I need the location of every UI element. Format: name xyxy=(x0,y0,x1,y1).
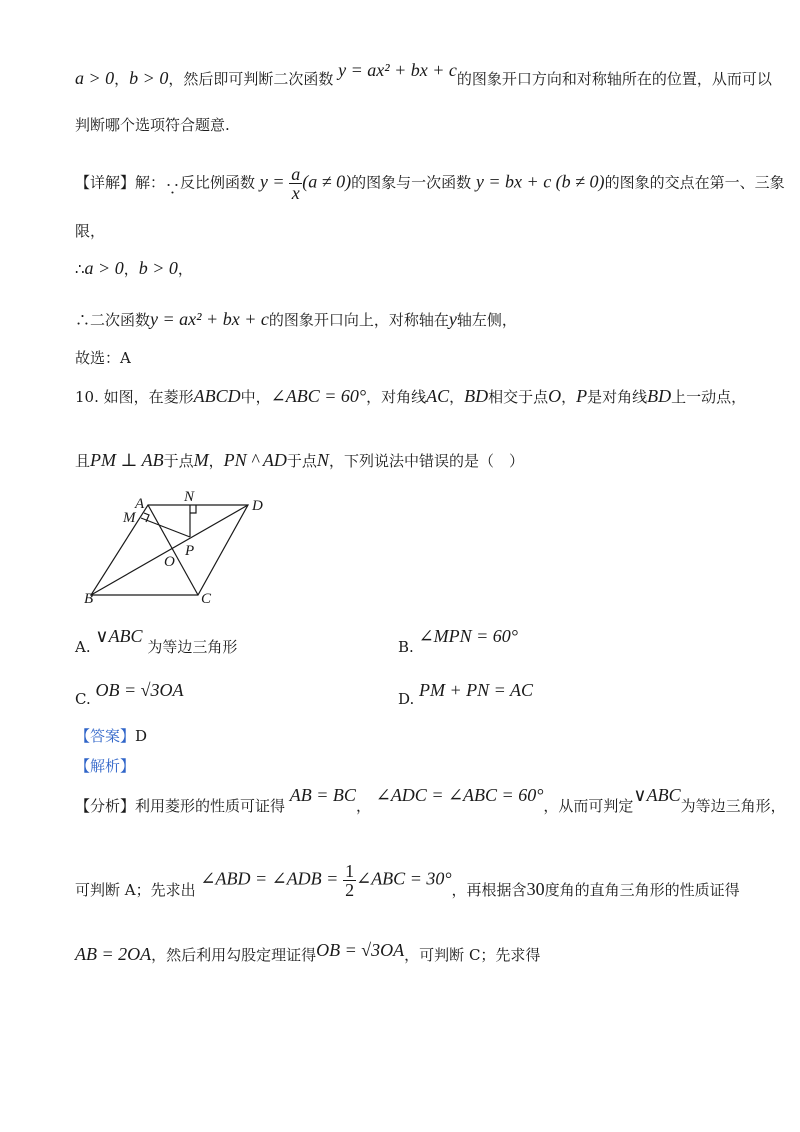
analysis-line-3: AB = 2OA，然后利用勾股定理证得OB = √3OA，可判断 C；先求得 xyxy=(75,940,541,964)
label-a: A xyxy=(135,496,145,512)
math-b-positive: b > 0 xyxy=(129,68,169,88)
analysis-tag: 【解析】 xyxy=(75,757,136,775)
option-d[interactable]: D. PM + PN = AC xyxy=(398,680,534,708)
analysis-line-2: 可判断 A；先求出 ∠ABD = ∠ADB = $\frac{1}{2}$ ∠ABC = 30°，再根据含30度角的直角三角形的性质证得 xyxy=(75,861,740,900)
label-p: P xyxy=(185,543,195,559)
solution-line-1: a > 0，b > 0，然后即可判断二次函数 y = ax² + bx + c的图象开口方向和对称轴所在的位置，从而可以 xyxy=(75,60,772,88)
math-linear-function: y = bx + c (b ≠ 0) xyxy=(475,171,605,192)
therefore-symbol: ∴ xyxy=(75,311,91,329)
label-o: O xyxy=(164,554,175,570)
detail-tag: 【详解】解： xyxy=(75,173,166,192)
segment-pm xyxy=(141,518,190,537)
therefore-line-1: ∴a > 0，b > 0， xyxy=(75,258,193,278)
analysis-line-1: 【分析】利用菱形的性质可证得 AB = BC， ∠ADC = ∠ABC = 60°，从而可判定∨ABC为等边三角形， xyxy=(75,785,786,815)
question-number: 10. 如图，在菱形 xyxy=(75,388,194,406)
math-a-positive: a > 0 xyxy=(75,68,115,88)
solution-line-2: 判断哪个选项符合题意. xyxy=(75,116,230,134)
label-d: D xyxy=(252,498,263,514)
math-quadratic: y = ax² + bx + c xyxy=(338,60,457,80)
detail-line-2: 限， xyxy=(75,222,106,240)
analysis-heading xyxy=(75,756,135,776)
option-a[interactable]: A. ∨ABC 为等边三角形 xyxy=(75,626,238,656)
answer-value: D xyxy=(135,727,148,745)
answer-tag: 【答案】 xyxy=(75,727,136,745)
label-b: B xyxy=(84,591,94,607)
label-n: N xyxy=(184,489,195,505)
therefore-symbol: ∴ xyxy=(75,260,85,278)
question-10-line-2: 且PM ⊥ AB于点M，PN ^ AD于点N，下列说法中错误的是（ ） xyxy=(75,450,524,470)
detail-line: 【详解】解：∵反比例函数 y = $\frac{a}{x}$ (a ≠ 0)的图象与一次函数 y = bx + c (b ≠ 0)的图象的交点在第一、三象 xyxy=(75,164,785,203)
label-c: C xyxy=(201,591,212,607)
question-10-line-1: 10. 如图，在菱形ABCD中，∠ABC = 60°，对角线AC，BD相交于点O，P是对角线BD上一动点， xyxy=(75,386,747,406)
label-m: M xyxy=(123,510,136,526)
because-symbol: ∵ xyxy=(165,179,181,198)
option-c[interactable]: C. OB = √3OA xyxy=(75,680,184,708)
rhombus-figure xyxy=(80,485,280,610)
therefore-line-2: ∴二次函数y = ax² + bx + c的图象开口向上，对称轴在y轴左侧， xyxy=(75,309,517,329)
fraction-a-over-x: $\frac{a}{x}$ xyxy=(291,164,301,203)
answer-line xyxy=(75,726,147,746)
choice-line: 故选：A xyxy=(75,349,131,367)
diagonal-bd xyxy=(91,505,248,595)
right-angle-n xyxy=(190,505,196,513)
fraction-one-half: $\frac{1}{2}$ xyxy=(345,861,355,900)
option-b[interactable]: B. ∠MPN = 60° xyxy=(398,626,518,656)
